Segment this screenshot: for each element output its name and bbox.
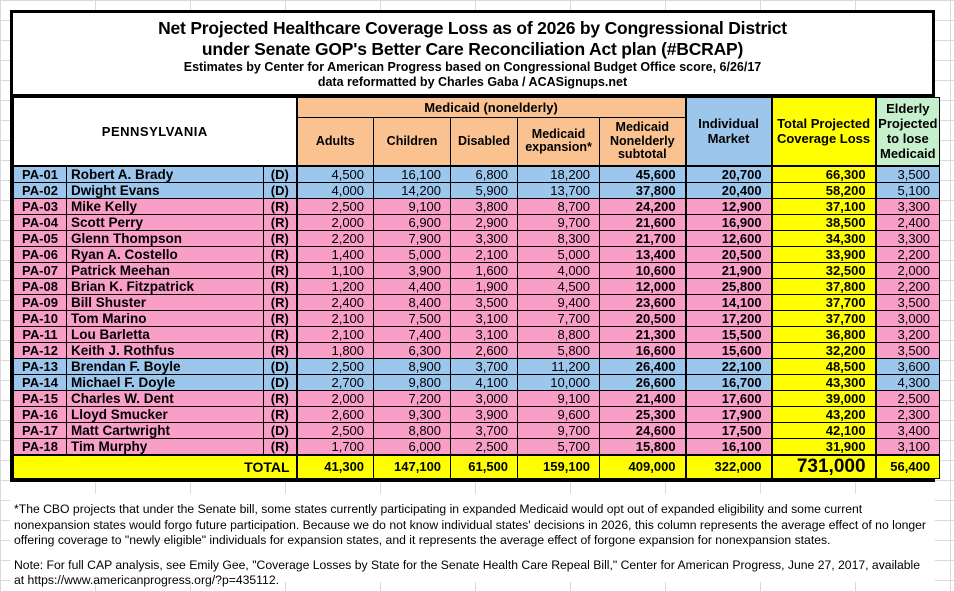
table-title-block: [13, 13, 932, 97]
cell-subtotal: 13,400: [600, 246, 686, 262]
cell-subtotal: 10,600: [600, 262, 686, 278]
table-row: [14, 230, 940, 246]
cell-district: PA-06: [14, 246, 67, 262]
cell-subtotal: 24,200: [600, 198, 686, 214]
cell-individual: 14,100: [686, 294, 772, 310]
cell-expansion: 4,500: [518, 278, 600, 294]
cell-district: PA-01: [14, 166, 67, 183]
total-row-label: TOTAL: [14, 455, 297, 479]
column-header-subtotal: Medicaid Nonelderly subtotal: [600, 118, 686, 166]
cell-party: (R): [264, 278, 297, 294]
column-header-children: Children: [374, 118, 451, 166]
cell-elderly: 2,300: [876, 406, 940, 422]
cell-elderly: 2,000: [876, 262, 940, 278]
state-label: PENNSYLVANIA: [14, 98, 297, 166]
cell-total-loss: 39,000: [772, 390, 876, 406]
cell-expansion: 18,200: [518, 166, 600, 183]
cell-party: (D): [264, 182, 297, 198]
cell-children: 9,300: [374, 406, 451, 422]
cell-party: (R): [264, 326, 297, 342]
cell-children: 14,200: [374, 182, 451, 198]
table-row: [14, 278, 940, 294]
cell-adults: 2,100: [297, 326, 374, 342]
table-row: [14, 166, 940, 183]
column-header-adults: Adults: [297, 118, 374, 166]
cell-individual: 17,500: [686, 422, 772, 438]
cell-children: 6,000: [374, 438, 451, 455]
column-header-total-loss: Total Projected Coverage Loss: [772, 98, 876, 166]
cell-district: PA-09: [14, 294, 67, 310]
cell-expansion: 4,000: [518, 262, 600, 278]
cell-subtotal: 20,500: [600, 310, 686, 326]
cell-rep-name: Keith J. Rothfus: [67, 342, 264, 358]
cell-individual: 15,500: [686, 326, 772, 342]
cell-rep-name: Ryan A. Costello: [67, 246, 264, 262]
cell-district: PA-17: [14, 422, 67, 438]
cell-disabled: 2,900: [451, 214, 518, 230]
cell-disabled: 2,500: [451, 438, 518, 455]
cell-total-loss: 43,200: [772, 406, 876, 422]
cell-party: (R): [264, 262, 297, 278]
cell-rep-name: Scott Perry: [67, 214, 264, 230]
cell-subtotal: 23,600: [600, 294, 686, 310]
cell-individual: 20,400: [686, 182, 772, 198]
cell-elderly: 3,500: [876, 342, 940, 358]
cell-total-loss: 37,700: [772, 310, 876, 326]
cell-subtotal: 21,400: [600, 390, 686, 406]
cell-disabled: 4,100: [451, 374, 518, 390]
cell-party: (R): [264, 438, 297, 455]
cell-party: (D): [264, 358, 297, 374]
cell-adults: 1,700: [297, 438, 374, 455]
table-row: [14, 262, 940, 278]
column-header-disabled: Disabled: [451, 118, 518, 166]
cell-total-loss: 38,500: [772, 214, 876, 230]
cell-subtotal: 21,600: [600, 214, 686, 230]
cell-district: PA-03: [14, 198, 67, 214]
cell-rep-name: Dwight Evans: [67, 182, 264, 198]
cell-rep-name: Lou Barletta: [67, 326, 264, 342]
table-row: [14, 406, 940, 422]
cell-rep-name: Charles W. Dent: [67, 390, 264, 406]
cell-children: 7,200: [374, 390, 451, 406]
total-expansion: 159,100: [518, 455, 600, 479]
cell-expansion: 8,800: [518, 326, 600, 342]
cell-elderly: 2,200: [876, 278, 940, 294]
cell-disabled: 3,100: [451, 310, 518, 326]
cell-party: (R): [264, 294, 297, 310]
cell-children: 5,000: [374, 246, 451, 262]
cell-adults: 1,100: [297, 262, 374, 278]
cell-expansion: 11,200: [518, 358, 600, 374]
cell-district: PA-12: [14, 342, 67, 358]
cell-children: 9,800: [374, 374, 451, 390]
cell-adults: 1,800: [297, 342, 374, 358]
cell-individual: 20,500: [686, 246, 772, 262]
cell-subtotal: 26,400: [600, 358, 686, 374]
table-row: [14, 358, 940, 374]
cell-party: (R): [264, 342, 297, 358]
cell-children: 8,400: [374, 294, 451, 310]
column-header-medicaid-group: Medicaid (nonelderly): [297, 98, 686, 118]
table-row: [14, 246, 940, 262]
cell-rep-name: Lloyd Smucker: [67, 406, 264, 422]
cell-total-loss: 32,500: [772, 262, 876, 278]
cell-disabled: 1,600: [451, 262, 518, 278]
cell-elderly: 3,000: [876, 310, 940, 326]
cell-adults: 2,000: [297, 214, 374, 230]
cell-rep-name: Bill Shuster: [67, 294, 264, 310]
cell-elderly: 3,300: [876, 198, 940, 214]
cell-district: PA-13: [14, 358, 67, 374]
cell-disabled: 3,800: [451, 198, 518, 214]
cell-expansion: 8,300: [518, 230, 600, 246]
cell-individual: 16,700: [686, 374, 772, 390]
cell-elderly: 3,400: [876, 422, 940, 438]
page-title-line1: Net Projected Healthcare Coverage Loss as of 2026 by Congressional District: [158, 18, 787, 38]
cell-district: PA-11: [14, 326, 67, 342]
cell-district: PA-18: [14, 438, 67, 455]
total-elderly: 56,400: [876, 455, 940, 479]
cell-rep-name: Tom Marino: [67, 310, 264, 326]
cell-children: 7,900: [374, 230, 451, 246]
cell-expansion: 9,700: [518, 422, 600, 438]
cell-party: (D): [264, 374, 297, 390]
cell-subtotal: 37,800: [600, 182, 686, 198]
cell-adults: 2,600: [297, 406, 374, 422]
cell-adults: 2,200: [297, 230, 374, 246]
column-header-elderly: Elderly Projected to lose Medicaid: [876, 98, 940, 166]
cell-elderly: 3,200: [876, 326, 940, 342]
table-row: [14, 198, 940, 214]
cell-elderly: 3,600: [876, 358, 940, 374]
cell-party: (D): [264, 166, 297, 183]
cell-adults: 2,000: [297, 390, 374, 406]
total-children: 147,100: [374, 455, 451, 479]
cell-disabled: 2,100: [451, 246, 518, 262]
total-row: [14, 455, 940, 479]
cell-elderly: 4,300: [876, 374, 940, 390]
cell-total-loss: 48,500: [772, 358, 876, 374]
cell-elderly: 3,100: [876, 438, 940, 455]
table-row: [14, 438, 940, 455]
cell-expansion: 10,000: [518, 374, 600, 390]
cell-individual: 21,900: [686, 262, 772, 278]
cell-total-loss: 66,300: [772, 166, 876, 183]
table-row: [14, 422, 940, 438]
cell-subtotal: 16,600: [600, 342, 686, 358]
cell-individual: 20,700: [686, 166, 772, 183]
cell-total-loss: 36,800: [772, 326, 876, 342]
cell-rep-name: Michael F. Doyle: [67, 374, 264, 390]
cell-expansion: 5,700: [518, 438, 600, 455]
coverage-table: [13, 97, 940, 479]
cell-individual: 16,100: [686, 438, 772, 455]
cell-party: (R): [264, 390, 297, 406]
cell-children: 4,400: [374, 278, 451, 294]
cell-adults: 1,400: [297, 246, 374, 262]
cell-adults: 2,500: [297, 198, 374, 214]
title-credit-line: data reformatted by Charles Gaba / ACASignups.net: [317, 75, 628, 89]
total-disabled: 61,500: [451, 455, 518, 479]
total-individual: 322,000: [686, 455, 772, 479]
cell-party: (R): [264, 406, 297, 422]
cell-total-loss: 34,300: [772, 230, 876, 246]
district-rows: [14, 166, 940, 455]
cell-children: 7,400: [374, 326, 451, 342]
cell-adults: 2,700: [297, 374, 374, 390]
cell-elderly: 2,200: [876, 246, 940, 262]
cell-elderly: 3,500: [876, 294, 940, 310]
cell-disabled: 3,500: [451, 294, 518, 310]
cell-children: 3,900: [374, 262, 451, 278]
cell-subtotal: 21,300: [600, 326, 686, 342]
cell-rep-name: Mike Kelly: [67, 198, 264, 214]
cell-expansion: 8,700: [518, 198, 600, 214]
column-header-individual-market: Individual Market: [686, 98, 772, 166]
cell-total-loss: 43,300: [772, 374, 876, 390]
table-row: [14, 294, 940, 310]
cell-elderly: 2,400: [876, 214, 940, 230]
cell-party: (R): [264, 246, 297, 262]
cell-disabled: 3,300: [451, 230, 518, 246]
cell-adults: 4,500: [297, 166, 374, 183]
cell-disabled: 3,700: [451, 422, 518, 438]
cell-disabled: 3,900: [451, 406, 518, 422]
cell-children: 7,500: [374, 310, 451, 326]
cell-rep-name: Brendan F. Boyle: [67, 358, 264, 374]
cell-subtotal: 15,800: [600, 438, 686, 455]
cell-party: (R): [264, 198, 297, 214]
cell-subtotal: 21,700: [600, 230, 686, 246]
total-subtotal: 409,000: [600, 455, 686, 479]
cell-individual: 25,800: [686, 278, 772, 294]
cell-rep-name: Tim Murphy: [67, 438, 264, 455]
cell-elderly: 3,500: [876, 166, 940, 183]
footnote-expansion: *The CBO projects that under the Senate bill, some states currently participating in expanded Medicaid would opt out of expanded eligibility and some current nonexpansion states would forgo future participation. Because we do not know individual states' decisions in 2026, this column represents the average effect of no longer offering coverage to "newly eligible" individuals for expansion states, and it represents the average effect of forgone expansion for nonexpansion states.: [14, 502, 926, 547]
cell-district: PA-07: [14, 262, 67, 278]
table-row: [14, 342, 940, 358]
footnote-cap-source: Note: For full CAP analysis, see Emily Gee, "Coverage Losses by State for the Senate Health Care Repeal Bill," Center for American Progress, June 27, 2017, available at https://www.americanprogress.org/?p=435112.: [14, 557, 921, 587]
cell-district: PA-15: [14, 390, 67, 406]
cell-disabled: 3,100: [451, 326, 518, 342]
cell-expansion: 5,800: [518, 342, 600, 358]
cell-individual: 22,100: [686, 358, 772, 374]
cell-district: PA-04: [14, 214, 67, 230]
total-adults: 41,300: [297, 455, 374, 479]
coverage-loss-table-container: [10, 10, 938, 482]
cell-elderly: 5,100: [876, 182, 940, 198]
cell-children: 9,100: [374, 198, 451, 214]
cell-rep-name: Matt Cartwright: [67, 422, 264, 438]
cell-party: (R): [264, 230, 297, 246]
cell-total-loss: 33,900: [772, 246, 876, 262]
cell-total-loss: 37,700: [772, 294, 876, 310]
cell-adults: 2,500: [297, 422, 374, 438]
table-row: [14, 390, 940, 406]
cell-district: PA-05: [14, 230, 67, 246]
cell-individual: 15,600: [686, 342, 772, 358]
cell-party: (R): [264, 310, 297, 326]
cell-expansion: 9,600: [518, 406, 600, 422]
cell-adults: 2,400: [297, 294, 374, 310]
page-title-line2: under Senate GOP's Better Care Reconciliation Act plan (#BCRAP): [201, 39, 744, 59]
cell-individual: 17,900: [686, 406, 772, 422]
cell-individual: 12,600: [686, 230, 772, 246]
cell-district: PA-14: [14, 374, 67, 390]
cell-adults: 2,100: [297, 310, 374, 326]
cell-party: (D): [264, 422, 297, 438]
cell-subtotal: 25,300: [600, 406, 686, 422]
cell-disabled: 2,600: [451, 342, 518, 358]
cell-individual: 17,200: [686, 310, 772, 326]
cell-district: PA-08: [14, 278, 67, 294]
cell-expansion: 13,700: [518, 182, 600, 198]
column-header-expansion: Medicaid expansion*: [518, 118, 600, 166]
table-row: [14, 374, 940, 390]
total-coverage-loss: 731,000: [772, 455, 876, 479]
cell-subtotal: 45,600: [600, 166, 686, 183]
cell-total-loss: 58,200: [772, 182, 876, 198]
cell-expansion: 5,000: [518, 246, 600, 262]
cell-subtotal: 12,000: [600, 278, 686, 294]
cell-rep-name: Glenn Thompson: [67, 230, 264, 246]
cell-children: 6,300: [374, 342, 451, 358]
table-row: [14, 310, 940, 326]
cell-expansion: 9,700: [518, 214, 600, 230]
cell-rep-name: Patrick Meehan: [67, 262, 264, 278]
cell-total-loss: 31,900: [772, 438, 876, 455]
cell-individual: 17,600: [686, 390, 772, 406]
cell-individual: 12,900: [686, 198, 772, 214]
table-row: [14, 326, 940, 342]
cell-expansion: 7,700: [518, 310, 600, 326]
cell-disabled: 3,700: [451, 358, 518, 374]
cell-adults: 1,200: [297, 278, 374, 294]
cell-total-loss: 42,100: [772, 422, 876, 438]
cell-district: PA-10: [14, 310, 67, 326]
cell-individual: 16,900: [686, 214, 772, 230]
cell-total-loss: 32,200: [772, 342, 876, 358]
cell-children: 8,900: [374, 358, 451, 374]
cell-rep-name: Robert A. Brady: [67, 166, 264, 183]
cell-children: 8,800: [374, 422, 451, 438]
footnotes-block: [10, 494, 935, 587]
cell-expansion: 9,400: [518, 294, 600, 310]
cell-elderly: 2,500: [876, 390, 940, 406]
cell-disabled: 5,900: [451, 182, 518, 198]
table-row: [14, 182, 940, 198]
cell-disabled: 1,900: [451, 278, 518, 294]
cell-children: 16,100: [374, 166, 451, 183]
cell-disabled: 6,800: [451, 166, 518, 183]
cell-subtotal: 24,600: [600, 422, 686, 438]
cell-expansion: 9,100: [518, 390, 600, 406]
cell-district: PA-02: [14, 182, 67, 198]
cell-children: 6,900: [374, 214, 451, 230]
cell-district: PA-16: [14, 406, 67, 422]
cell-party: (R): [264, 214, 297, 230]
cell-disabled: 3,000: [451, 390, 518, 406]
cell-adults: 2,500: [297, 358, 374, 374]
cell-elderly: 3,300: [876, 230, 940, 246]
title-source-line: Estimates by Center for American Progress based on Congressional Budget Office score, 6/26/17: [183, 60, 762, 74]
cell-subtotal: 26,600: [600, 374, 686, 390]
cell-adults: 4,000: [297, 182, 374, 198]
cell-rep-name: Brian K. Fitzpatrick: [67, 278, 264, 294]
cell-total-loss: 37,100: [772, 198, 876, 214]
table-row: [14, 214, 940, 230]
cell-total-loss: 37,800: [772, 278, 876, 294]
